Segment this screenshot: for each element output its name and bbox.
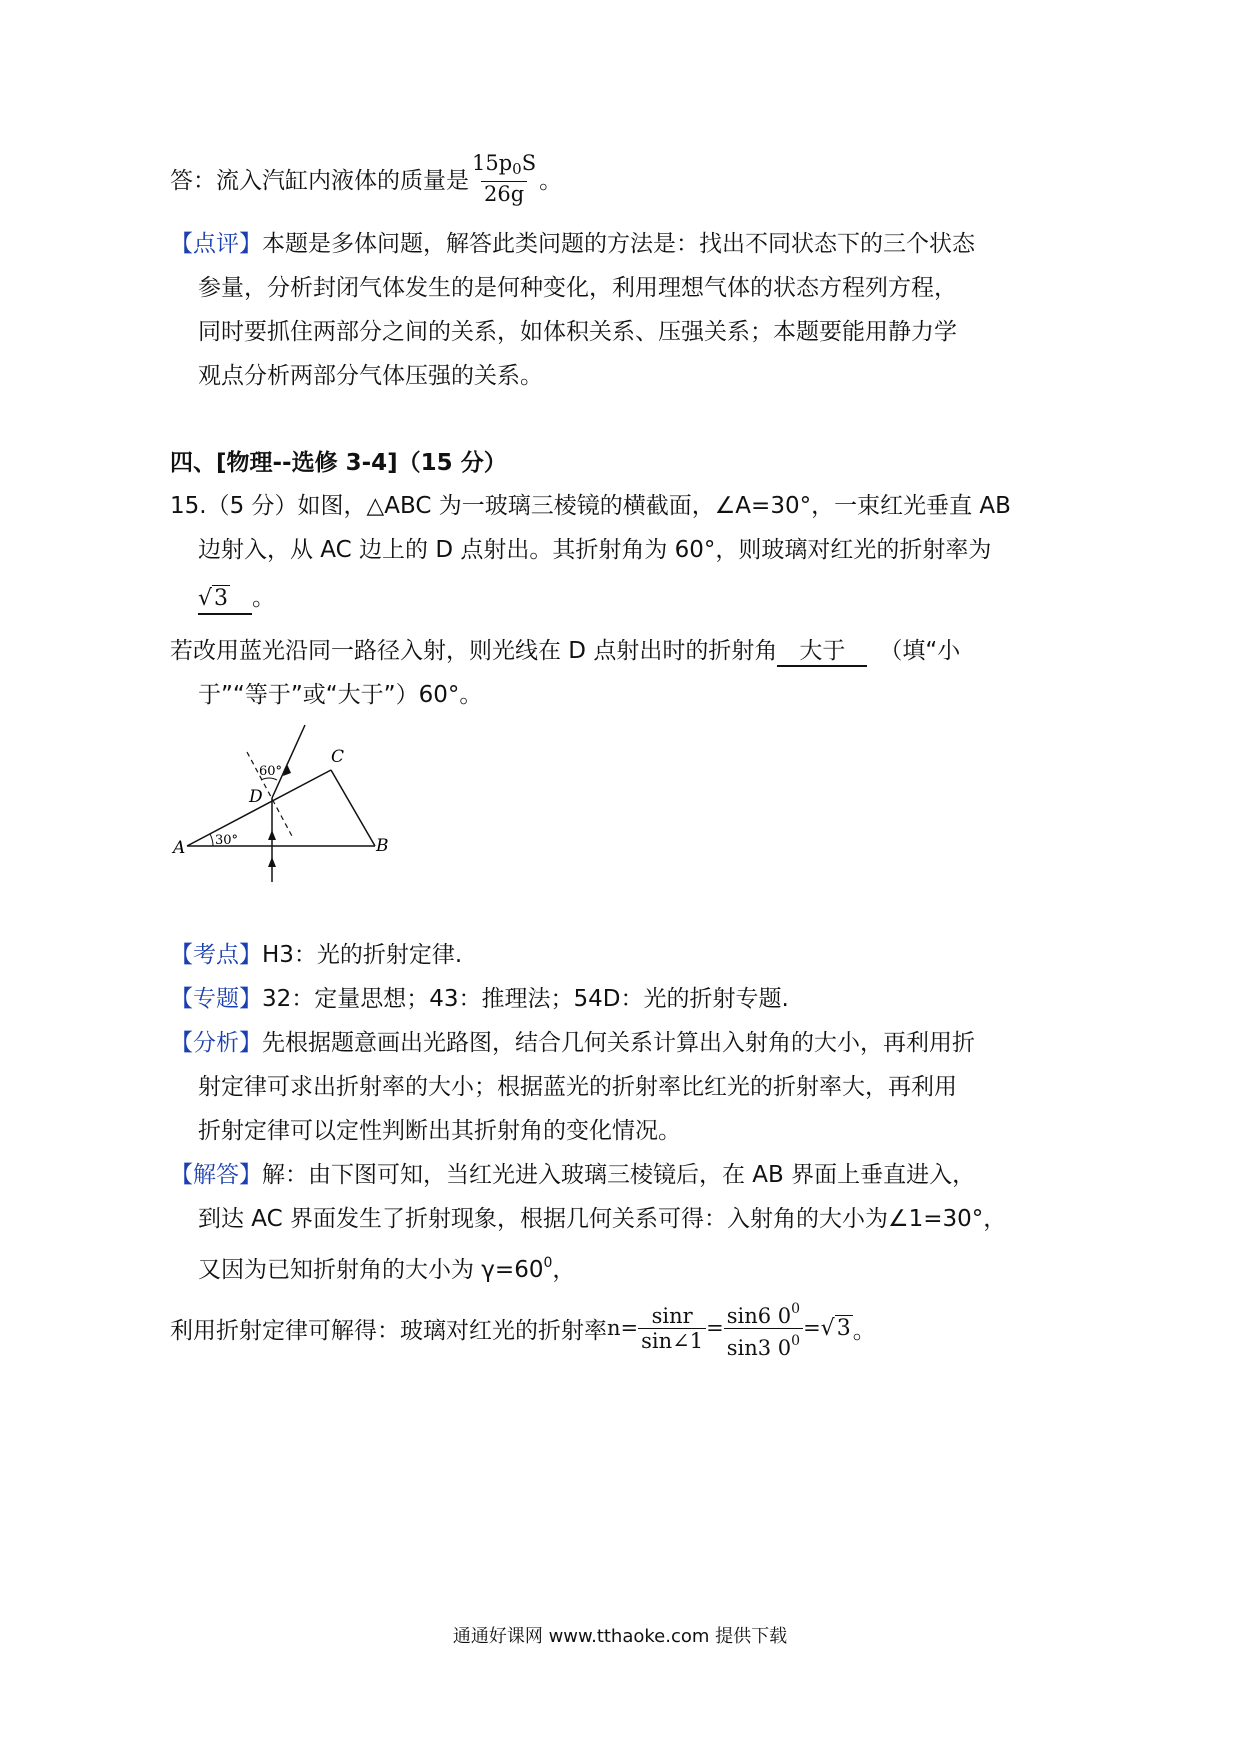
- formula-fraction-1-num: sinr: [651, 1303, 693, 1328]
- formula-end: 。: [852, 1317, 876, 1344]
- formula-fraction-1-den: sin∠1: [638, 1328, 706, 1353]
- sqrt-answer: √3: [198, 586, 229, 611]
- comment-line-1: 【点评】本题是多体问题，解答此类问题的方法是：找出不同状态下的三个状态: [170, 231, 975, 257]
- angle-a-arc: [210, 834, 213, 846]
- question-line-3: √3 。: [198, 583, 275, 615]
- comment-line-2: 参量，分析封闭气体发生的是何种变化，利用理想气体的状态方程列方程，: [198, 275, 957, 301]
- ray-arrow-upper: [268, 830, 276, 840]
- label-b: B: [376, 836, 389, 856]
- question-line-1: 15.（5 分）如图，△ABC 为一玻璃三棱镜的横截面，∠A=30°，一束红光垂直 AB: [170, 493, 1011, 519]
- label-c: C: [331, 747, 345, 767]
- angle-d-label: 60°: [259, 764, 283, 779]
- edge-bc: [331, 770, 375, 846]
- question-line-4: 若改用蓝光沿同一路径入射，则光线在 D 点射出时的折射角 大于 （填“小: [170, 636, 960, 667]
- comment-line-3: 同时要抓住两部分之间的关系，如体积关系、压强关系；本题要能用静力学: [198, 319, 957, 345]
- formula-fraction-2-den: sin3 $0^0$: [724, 1328, 803, 1360]
- formula-equals-2: =: [803, 1316, 821, 1340]
- analysis-block: [170, 940, 1090, 1283]
- question-line-5: 于”“等于”或“大于”）60°。: [198, 682, 483, 708]
- mass-fraction-denominator: 26g: [481, 181, 527, 206]
- ray-arrow-lower: [268, 857, 276, 867]
- jieda-line-2: 到达 AC 界面发生了折射现象，根据几何关系可得：入射角的大小为∠1=30°，: [198, 1206, 1007, 1232]
- answer-blank-2: 大于: [777, 637, 867, 667]
- comment-block: [170, 229, 1070, 399]
- fenxi-line-1: 【分析】先根据题意画出光路图，结合几何关系计算出入射角的大小，再利用折: [170, 1030, 975, 1056]
- formula-line: [170, 1296, 876, 1360]
- prism-figure: [165, 720, 405, 890]
- comment-line-4: 观点分析两部分气体压强的关系。: [198, 363, 543, 389]
- answer-blank-1: [198, 584, 252, 615]
- label-a: A: [173, 838, 186, 858]
- mass-fraction: [469, 151, 539, 206]
- fenxi-line-2: 射定律可求出折射率的大小；根据蓝光的折射率比红光的折射率大，再利用: [198, 1074, 957, 1100]
- fenxi-tag: 【分析】: [170, 1030, 262, 1056]
- formula-prefix: 利用折射定律可解得：玻璃对红光的折射率: [170, 1317, 607, 1344]
- section-heading: 四、[物理--选修 3-4]（15 分）: [170, 450, 507, 476]
- formula-fraction-2: [724, 1297, 803, 1360]
- formula-equals: =: [706, 1316, 724, 1340]
- answer-suffix: 。: [539, 167, 563, 194]
- page-footer: 通通好课网 www.tthaoke.com 提供下载: [452, 1626, 788, 1647]
- question-block: [170, 491, 1070, 711]
- edge-ac: [187, 770, 331, 846]
- comment-tag: 【点评】: [170, 231, 262, 257]
- formula-n: n=: [607, 1316, 639, 1340]
- answer-prefix: 答：流入汽缸内液体的质量是: [170, 167, 469, 194]
- mass-fraction-numerator: $15p_0S$: [472, 150, 537, 178]
- angle-a-label: 30°: [215, 833, 239, 848]
- kaodian-line: 【考点】H3：光的折射定律.: [170, 942, 463, 968]
- answer-line: [170, 150, 562, 206]
- kaodian-tag: 【考点】: [170, 942, 262, 968]
- jieda-line-1: 【解答】解：由下图可知，当红光进入玻璃三棱镜后，在 AB 界面上垂直进入，: [170, 1162, 976, 1188]
- formula-fraction-1: [638, 1304, 706, 1353]
- jieda-line-3: 又因为已知折射角的大小为 $\gamma=60^0$，: [198, 1255, 576, 1283]
- fenxi-line-3: 折射定律可以定性判断出其折射角的变化情况。: [198, 1118, 681, 1144]
- question-line-2: 边射入，从 AC 边上的 D 点射出。其折射角为 60°，则玻璃对红光的折射率为: [198, 537, 992, 563]
- label-d: D: [249, 787, 263, 807]
- formula-sqrt: √3: [820, 1315, 851, 1341]
- zhuanti-line: 【专题】32：定量思想；43：推理法；54D：光的折射专题.: [170, 986, 789, 1012]
- jieda-tag: 【解答】: [170, 1162, 262, 1188]
- zhuanti-tag: 【专题】: [170, 986, 262, 1012]
- formula-fraction-2-num: sin6 $0^0$: [726, 1300, 801, 1328]
